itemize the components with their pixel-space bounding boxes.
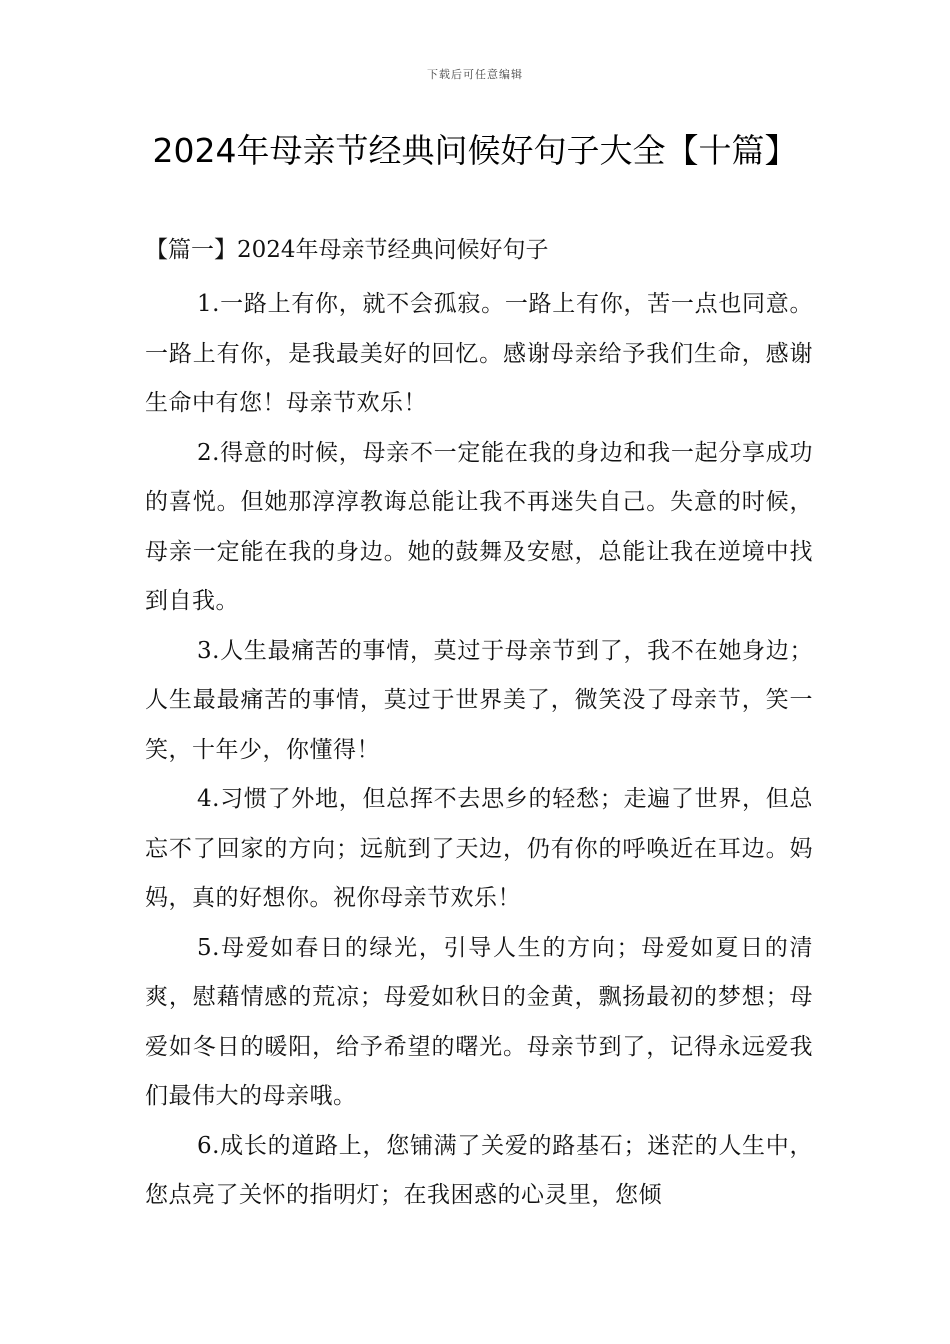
paragraph: 4.习惯了外地，但总挥不去思乡的轻愁；走遍了世界，但总忘不了回家的方向；远航到了天边，仍有你的呼唤近在耳边。妈妈，真的好想你。祝你母亲节欢乐！: [145, 786, 813, 911]
paragraph: 3.人生最痛苦的事情，莫过于母亲节到了，我不在她身边；人生最最痛苦的事情，莫过于世界美了，微笑没了母亲节，笑一笑，十年少，你懂得！: [145, 637, 813, 763]
document-title: 2024年母亲节经典问候好句子大全【十篇】: [152, 131, 798, 170]
paragraph: 5.母爱如春日的绿光，引导人生的方向；母爱如夏日的清爽，慰藉情感的荒凉；母爱如秋日的金黄，飘扬最初的梦想；母爱如冬日的暖阳，给予希望的曙光。母亲节到了，记得永远爱我们最伟大的母亲哦。: [145, 934, 813, 1109]
section-heading: 【篇一】2024年母亲节经典问候好句子: [145, 237, 549, 263]
header-note: 下载后可任意编辑: [427, 68, 523, 81]
body-text: [145, 280, 813, 1221]
paragraph: 1.一路上有你，就不会孤寂。一路上有你，苦一点也同意。一路上有你，是我最美好的回忆。感谢母亲给予我们生命，感谢生命中有您！母亲节欢乐！: [145, 291, 813, 416]
paragraph: 6.成长的道路上，您铺满了关爱的路基石；迷茫的人生中，您点亮了关怀的指明灯；在我困惑的心灵里，您倾: [145, 1132, 813, 1208]
paragraph: 2.得意的时候，母亲不一定能在我的身边和我一起分享成功的喜悦。但她那淳淳教诲总能让我不再迷失自己。失意的时候，母亲一定能在我的身边。她的鼓舞及安慰，总能让我在逆境中找到自我。: [145, 439, 813, 614]
